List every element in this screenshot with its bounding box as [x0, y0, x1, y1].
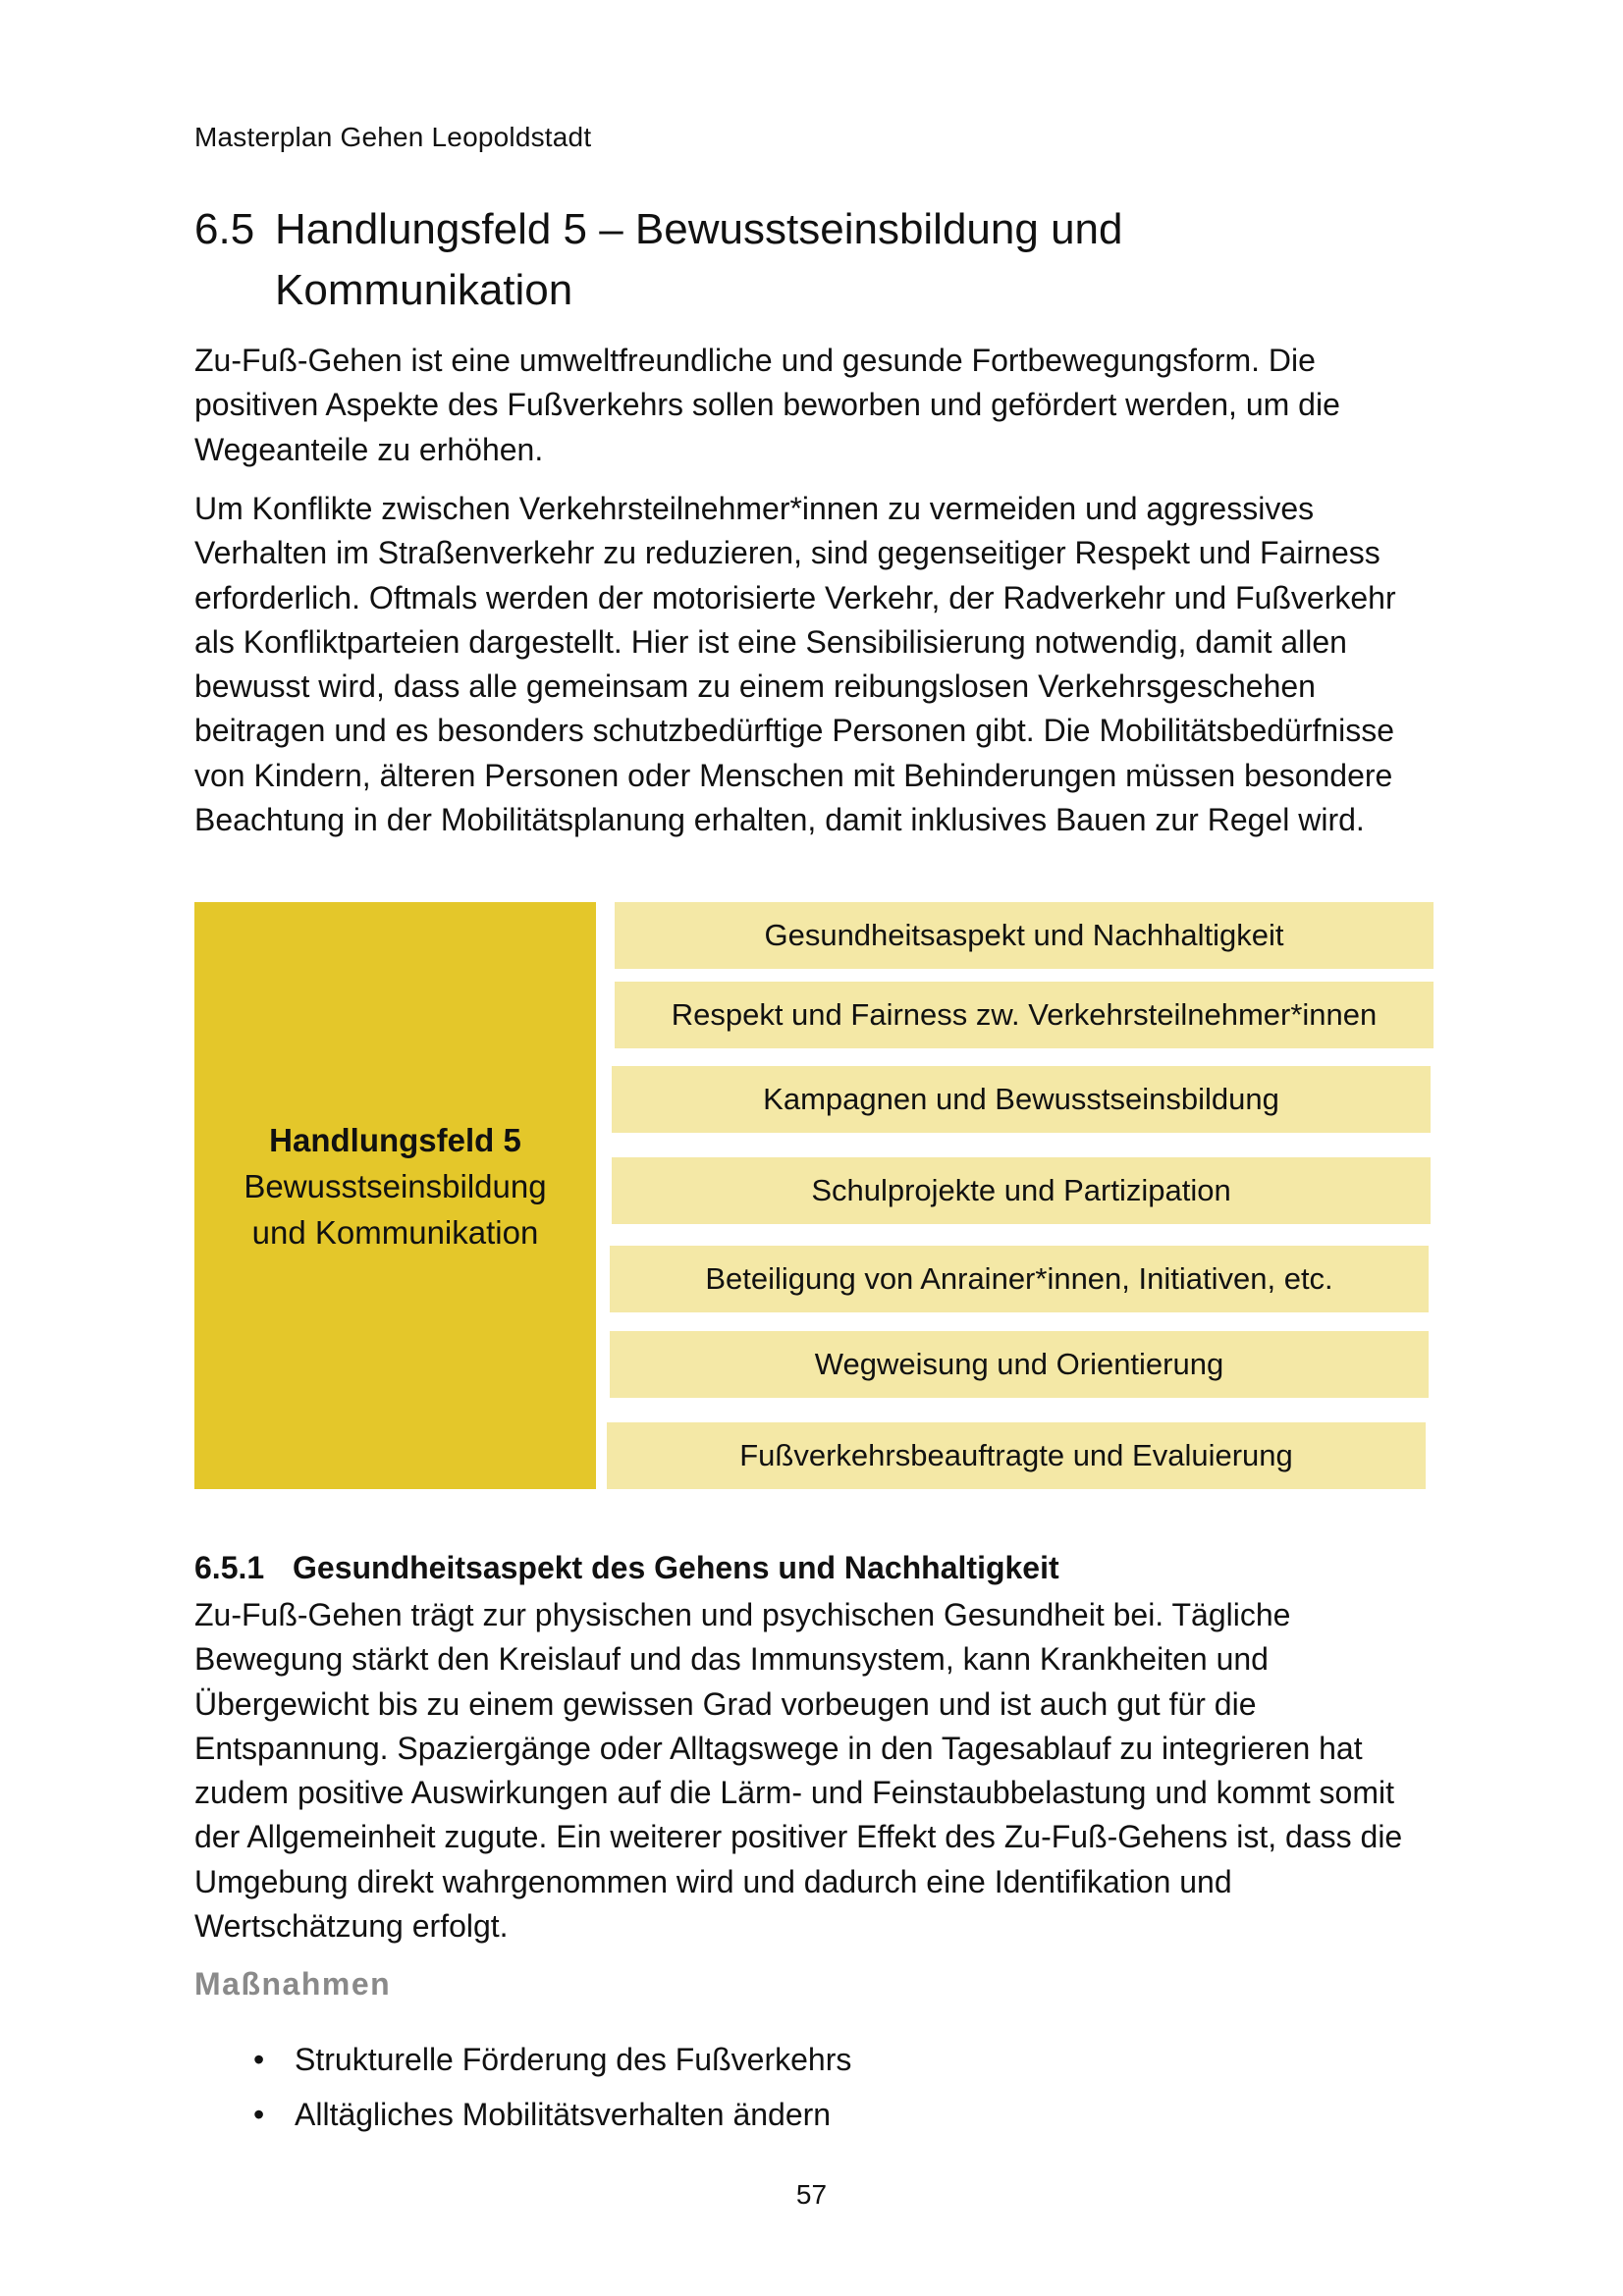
list-item: [194, 2087, 851, 2142]
subsection-number: 6.5.1: [194, 1550, 265, 1585]
diagram-item-health: Gesundheitsaspekt und Nachhaltigkeit: [615, 902, 1434, 969]
intro-paragraph: Zu-Fuß-Gehen ist eine umweltfreundliche und gesunde Fortbewegungsform. Die positiven Aspekte des Fußverkehrs sollen beworben und gefördert werden, um die Wegeanteile zu erhöhen.: [194, 343, 1340, 467]
section-title-line1: Handlungsfeld 5 – Bewusstseinsbildung und: [275, 205, 1123, 253]
measures-heading: Maßnahmen: [194, 1966, 392, 2002]
diagram-item-respect: Respekt und Fairness zw. Verkehrsteilnehmer*innen: [615, 982, 1434, 1048]
subsection-title: Gesundheitsaspekt des Gehens und Nachhaltigkeit: [293, 1550, 1059, 1585]
measure-text: Alltägliches Mobilitätsverhalten ändern: [295, 2097, 832, 2132]
health-paragraph: Zu-Fuß-Gehen trägt zur physischen und psychischen Gesundheit bei. Tägliche Bewegung stärkt den Kreislauf und das Immunsystem, kann Krankheiten und Übergewicht bis zu einem gewissen Grad vorbeugen und ist auch gut für die Entspannung. Spaziergänge oder Alltagswege in den Tagesablauf zu integrieren hat zudem positive Auswirkungen auf die Lärm- und Feinstaubbelastung und kommt somit der Allgemeinheit zugute. Ein weiterer positiver Effekt des Zu-Fuß-Gehens ist, dass die Umgebung direkt wahrgenommen wird und dadurch eine Identifikation und Wertschätzung erfolgt.: [194, 1597, 1403, 1945]
diagram-main-line2: Bewusstseinsbildung: [243, 1167, 547, 1204]
diagram-item-participation: Beteiligung von Anrainer*innen, Initiativen, etc.: [610, 1246, 1429, 1312]
diagram-main-title: Handlungsfeld 5: [269, 1121, 521, 1158]
running-header: Masterplan Gehen Leopoldstadt: [194, 122, 592, 152]
list-item: [194, 2032, 851, 2087]
bullet-icon: •: [253, 2097, 265, 2132]
bullet-icon: •: [253, 2042, 265, 2077]
diagram-item-school: Schulprojekte und Partizipation: [612, 1157, 1431, 1224]
diagram-item-wayfinding: Wegweisung und Orientierung: [610, 1331, 1429, 1398]
diagram-item-evaluation: Fußverkehrsbeauftragte und Evaluierung: [607, 1422, 1426, 1489]
section-heading: [194, 199, 1432, 321]
conflict-paragraph: Um Konflikte zwischen Verkehrsteilnehmer*innen zu vermeiden und aggressives Verhalten im Straßenverkehr zu reduzieren, sind gegenseitiger Respekt und Fairness erforderlich. Oftmals werden der motorisierte Verkehr, der Radverkehr und Fußverkehr als Konfliktparteien dargestellt. Hier ist eine Sensibilisierung notwendig, damit allen bewusst wird, dass alle gemeinsam zu einem reibungslosen Verkehrsgeschehen beitragen und es besonders schutzbedürftige Personen gibt. Die Mobilitätsbedürfnisse von Kindern, älteren Personen oder Menschen mit Behinderungen müssen besondere Beachtung in der Mobilitätsplanung erhalten, damit inklusives Bauen zur Regel wird.: [194, 491, 1396, 838]
page-number: 57: [795, 2179, 828, 2210]
section-number: 6.5: [194, 205, 255, 253]
action-field-diagram: [194, 902, 1434, 1489]
section-title-line2: Kommunikation: [275, 266, 573, 314]
diagram-main-line3: und Kommunikation: [251, 1213, 539, 1251]
diagram-main-box: [194, 902, 596, 1489]
measure-text: Strukturelle Förderung des Fußverkehrs: [295, 2042, 852, 2077]
diagram-item-campaigns: Kampagnen und Bewusstseinsbildung: [612, 1066, 1431, 1133]
measures-list: [194, 2032, 851, 2142]
subsection-heading: [194, 1547, 1059, 1588]
